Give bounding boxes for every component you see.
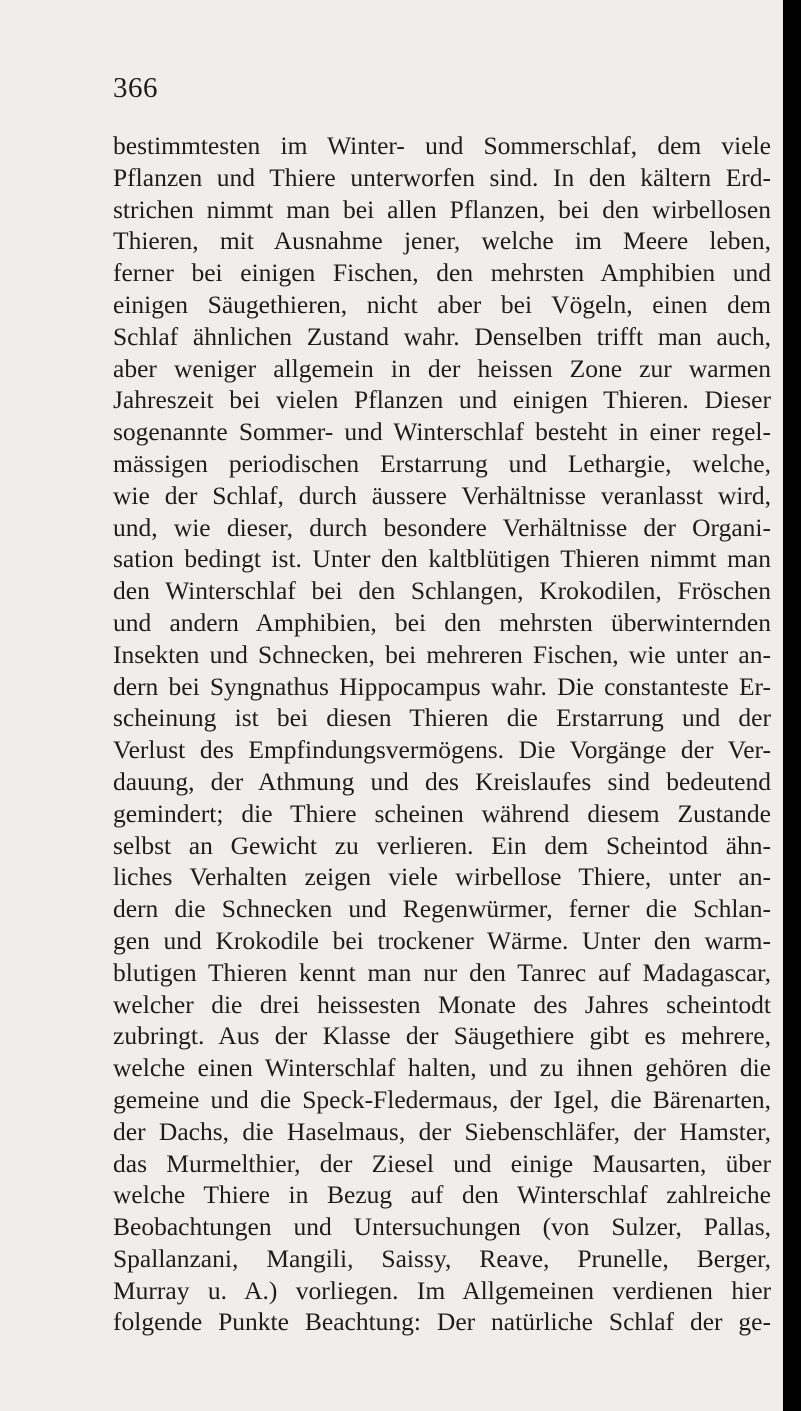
text-line: mässigen periodischen Erstarrung und Lethargie, welche, [113, 448, 771, 478]
text-line: ferner bei einigen Fischen, den mehrsten Amphibien und [113, 258, 771, 288]
text-line: dern die Schnecken und Regenwürmer, ferner die Schlan- [113, 894, 771, 924]
text-line: Schlaf ähnlichen Zustand wahr. Denselben trifft man auch, [113, 321, 771, 351]
text-line: Pflanzen und Thiere unterworfen sind. In den kältern Erd- [113, 162, 771, 192]
text-line: der Dachs, die Haselmaus, der Siebenschläfer, der Hamster, [113, 1116, 771, 1146]
text-line: welche einen Winterschlaf halten, und zu ihnen gehören die [113, 1053, 771, 1083]
text-line: Murray u. A.) vorliegen. Im Allgemeinen verdienen hier [113, 1275, 771, 1305]
text-line: strichen nimmt man bei allen Pflanzen, bei den wirbellosen [113, 194, 771, 224]
text-line: zubringt. Aus der Klasse der Säugethiere gibt es mehrere, [113, 1021, 771, 1051]
text-line: Insekten und Schnecken, bei mehreren Fischen, wie unter an- [113, 639, 771, 669]
text-line: liches Verhalten zeigen viele wirbellose Thiere, unter an- [113, 862, 771, 892]
text-line: Beobachtungen und Untersuchungen (von Sulzer, Pallas, [113, 1212, 771, 1242]
text-line: wie der Schlaf, durch äussere Verhältnisse veranlasst wird, [113, 480, 771, 510]
text-line: einigen Säugethieren, nicht aber bei Vögeln, einen dem [113, 289, 771, 319]
text-line: dern bei Syngnathus Hippocampus wahr. Die constanteste Er- [113, 671, 771, 701]
text-line: den Winterschlaf bei den Schlangen, Krokodilen, Fröschen [113, 576, 771, 606]
body-text [113, 130, 771, 1338]
page-number: 366 [113, 72, 158, 104]
text-line: sogenannte Sommer- und Winterschlaf besteht in einer regel- [113, 417, 771, 447]
text-line: blutigen Thieren kennt man nur den Tanrec auf Madagascar, [113, 957, 771, 987]
text-line: Thieren, mit Ausnahme jener, welche im Meere leben, [113, 226, 771, 256]
text-line: sation bedingt ist. Unter den kaltblütigen Thieren nimmt man [113, 544, 771, 574]
text-line: welcher die drei heissesten Monate des Jahres scheintodt [113, 989, 771, 1019]
text-line: welche Thiere in Bezug auf den Winterschlaf zahlreiche [113, 1180, 771, 1210]
text-line: Jahreszeit bei vielen Pflanzen und einigen Thieren. Dieser [113, 385, 771, 415]
scan-border [783, 0, 801, 1411]
text-line: selbst an Gewicht zu verlieren. Ein dem Scheintod ähn- [113, 830, 771, 860]
text-line: und andern Amphibien, bei den mehrsten überwinternden [113, 607, 771, 637]
text-line: Spallanzani, Mangili, Saissy, Reave, Prunelle, Berger, [113, 1243, 771, 1273]
text-line: dauung, der Athmung und des Kreislaufes sind bedeutend [113, 766, 771, 796]
text-line: und, wie dieser, durch besondere Verhältnisse der Organi- [113, 512, 771, 542]
text-line: scheinung ist bei diesen Thieren die Erstarrung und der [113, 703, 771, 733]
text-line: folgende Punkte Beachtung: Der natürliche Schlaf der ge- [113, 1307, 771, 1337]
text-line: das Murmelthier, der Ziesel und einige Mausarten, über [113, 1148, 771, 1178]
text-line: gen und Krokodile bei trockener Wärme. Unter den warm- [113, 925, 771, 955]
text-line: bestimmtesten im Winter- und Sommerschlaf, dem viele [113, 131, 771, 160]
text-line: gemindert; die Thiere scheinen während diesem Zustande [113, 798, 771, 828]
text-line: aber weniger allgemein in der heissen Zone zur warmen [113, 353, 771, 383]
text-line: Verlust des Empfindungsvermögens. Die Vorgänge der Ver- [113, 735, 771, 765]
text-line: gemeine und die Speck-Fledermaus, der Igel, die Bärenarten, [113, 1084, 771, 1114]
